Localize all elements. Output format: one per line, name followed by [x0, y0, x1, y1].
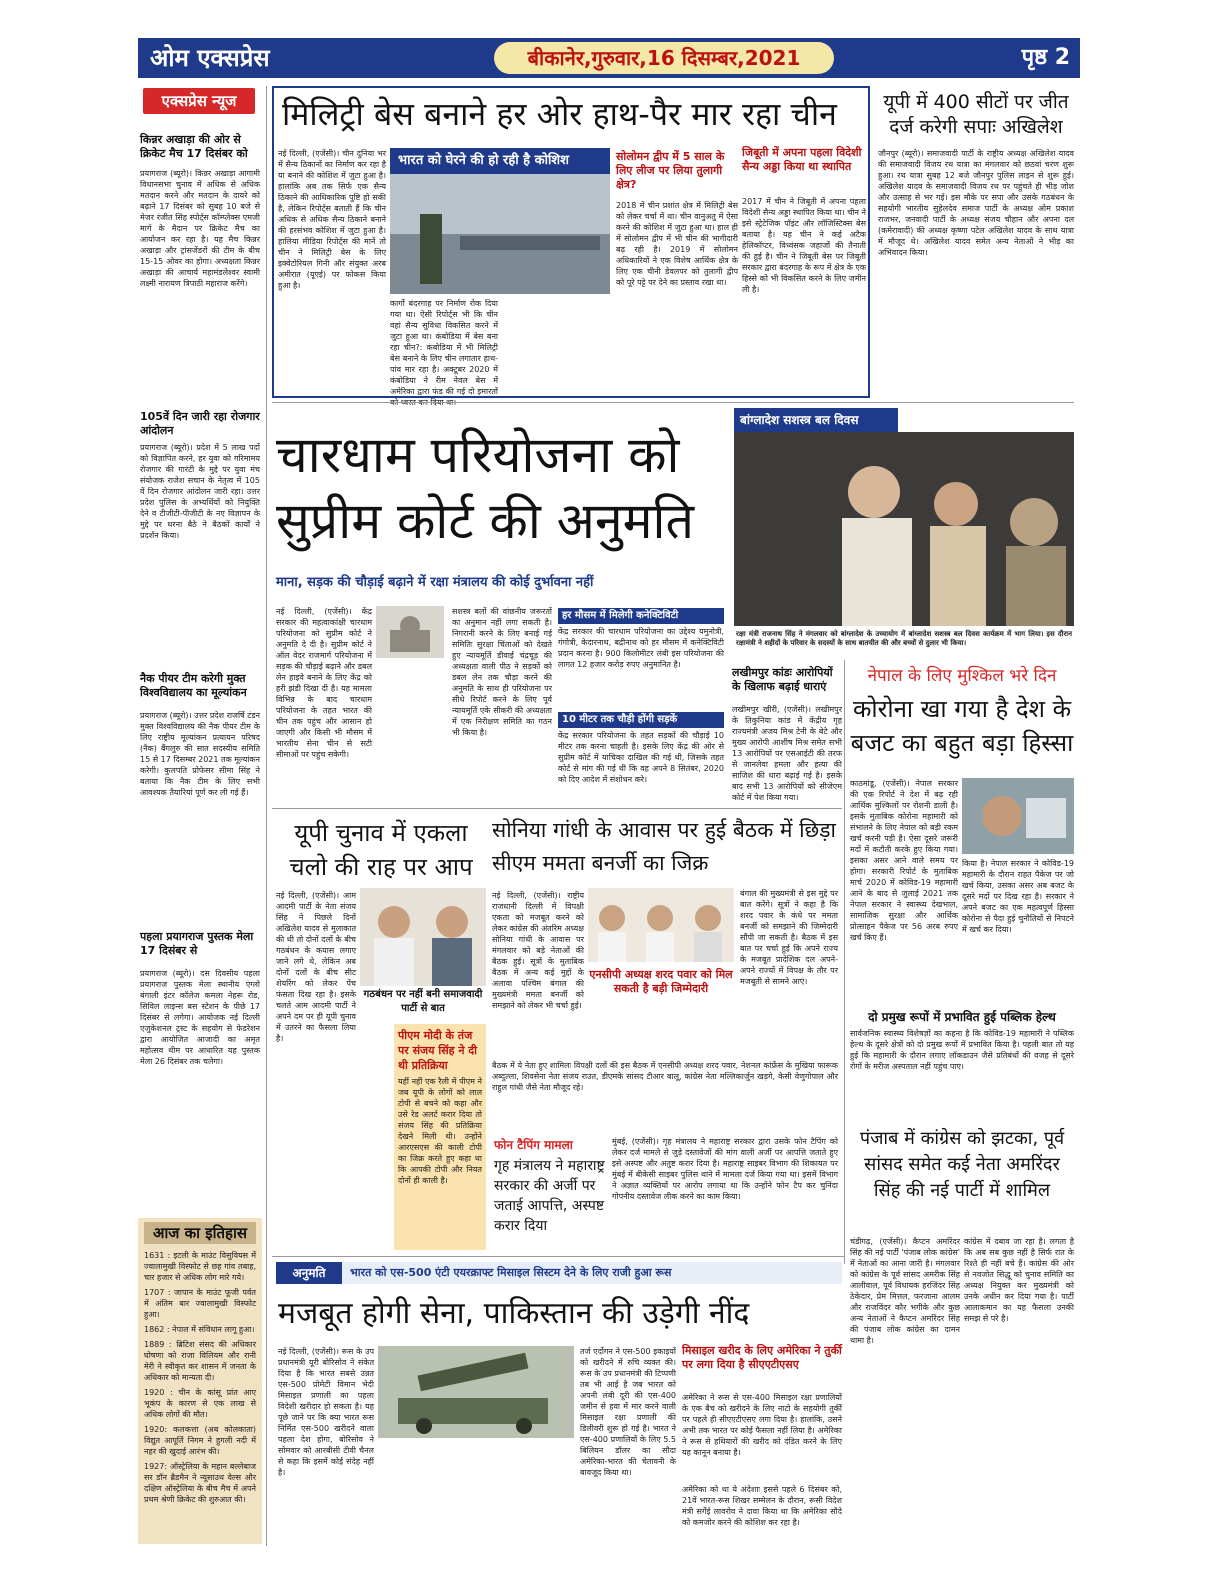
page-number: पृष्ठ 2 [1021, 45, 1070, 70]
story-rojgar-body: प्रयागराज (ब्यूरो)। प्रदेश में 5 लाख पदों को विज्ञापित करने, हर युवा को गरिमामय रोजगार की गारंटी के मुद्दे पर युवा मंच संयोजक राजेश सचान के नेतृत्व में 105 वें दिन रोजगार आंदोलन जारी रहा। उत्तर प्रदेश पुलिस के अभ्यर्थियों को नियुक्ति देने व टीजीटी-पीजीटी के नए विज्ञापन के मुद्दे पर धरना बैठे ने बैठकों कार्यों ने प्रदर्शन किया। [140, 443, 260, 540]
connectivity-headline: हर मौसम में मिलेगी कनेक्टिविटी [558, 608, 724, 624]
row-divider [272, 402, 1074, 403]
history-item: 1707 : जापान के माउंट फूजी पर्वत में अंतिम बार ज्वालामुखी विस्फोट हुआ। [144, 1288, 256, 1319]
photo-illustration [390, 174, 610, 294]
punjab-headline: पंजाब में कांग्रेस को झटका, पूर्व सांसद समेत कई नेता अमरिंदर सिंह की नई पार्टी में शामिल [859, 1128, 1065, 1201]
sonia-body-1: नई दिल्ली, (एजेंसी)। राष्ट्रीय राजधानी दिल्ली में विपक्षी एकता को मजबूत करने को लेकर कांग्रेस की अंतरिम अध्यक्ष सोनिया गांधी के आवास पर मंगलवार को बड़े नेताओं की बैठक हुई। सूत्रों के मुताबिक बैठक में अन्य कई मुद्दों के अलावा पश्चिम बंगाल की मुख्यमंत्री ममता बनर्जी को समझाने को लेकर भी चर्चा हुई। [492, 891, 584, 1010]
djibouti-headline: जिबूती में अपना पहला विदेशी सैन्य अड्डा किया था स्थापित [742, 146, 862, 173]
rajnath-illustration [734, 432, 1074, 626]
public-health-headline: दो प्रमुख रूपों में प्रभावित हुई पब्लिक हेल्थ [868, 1010, 1056, 1024]
supreme-court-illustration [376, 606, 444, 658]
nepal-covid-photo [962, 778, 1074, 854]
china-soldier-photo [390, 174, 610, 294]
opposition-leaders-photo [588, 888, 734, 962]
defence-label: अनुमति [276, 1262, 342, 1284]
up-photo-caption: गठबंधन पर नहीं बनी समाजवादी पार्टी से बात [363, 989, 483, 1014]
bangladesh-label: बांग्लादेश सशस्त्र बल दिवस [734, 408, 898, 432]
leaders-row-illustration [588, 888, 734, 962]
djibouti-body: 2017 में चीन ने जिबूती में अपना पहला विदेशी सैन्य अड्डा स्थापित किया था। चीन ने इसे स्ट्रेटेजिक पॉइंट और लॉजिस्टिक्स बेस बताया है। यह चीन ने कई अटैक हेलिकॉप्टर, विध्वंसक जहाजों की तैनाती की हुई है। चीन ने जिबूती बेस पर जिबूती सरकार द्वारा बंदरगाह के रूप में क्षेत्र के एक हिस्से को भी विकसित करने के लिए जमीन ली है। [742, 197, 866, 294]
china-body-2: कार्गो बंदरगाह पर निर्माण रोक दिया गया था। ऐसी रिपोर्ट्स भी कि चीन वहां सैन्य सुविधा विकसित करने में जुटा हुआ था। कंबोडिया में बेस बना रहा चीन?: कंबोडिया में भी मिलिट्री बेस बनाने के लिए चीन लगातार हाथ-पांव मार रहा है। अक्टूबर 2020 में कंबोडिया ने रीम नेवल बेस में अमेरिका द्वारा फंड की गई दो इमारतों [390, 299, 498, 396]
story-kinnar-headline: किन्नर अखाड़ा की ओर से क्रिकेट मैच 17 दिसंबर को [140, 133, 248, 160]
lakhimpur-headline: लखीमपुर कांडः आरोपियों के खिलाफ बढ़ाई धाराएं [732, 666, 833, 693]
connectivity-body: केंद्र सरकार की चारधाम परियोजना का उद्देश्य यमुनोत्री, गंगोत्री, केदारनाथ, बद्रीनाथ को हर मौसम में कनेक्टिविटी प्रदान करना है। 900 किलोमीटर लंबी इस परियोजना की लागत 12 हजार करोड़ रुपए अनुमानित है। [558, 627, 724, 669]
akhilesh-body: जौनपुर (ब्यूरो)। समाजवादी पार्टी के राष्ट्रीय अध्यक्ष अखिलेश यादव की समाजवादी विजय रथ यात्रा का मंगलवार को छठवां चरण शुरू हुआ। रथ यात्रा सुबह 12 बजे जौनपुर पुलिस लाइन से शुरू हुई। अखिलेश यादव के समाजवादी विजय रथ पर पहुंचते ही भीड़ जोश और उत्साह से भर गई। इस मौके पर सपा और उसके गठबंधन के सहयोगी भारतीय सुहेलदेव समाज पार्टी के अध्यक्ष ओम प्रकाश राजभर, जनवादी पार्टी के अध्यक्ष संजय चौहान और अपना दल (कमेरावादी) की अध्यक्ष कृष्णा पटेल अखिलेश यादव के साथ यात्रा में मौजूद थे। अखिलेश यादव समेत अन्य नेताओं ने भीड़ का अभिवादन किया। [878, 149, 1074, 257]
story-rojgar-headline: 105वें दिन जारी रहा रोजगार आंदोलन [140, 410, 260, 437]
story-kinnar-body: प्रयागराज (ब्यूरो)। किन्नर अखाड़ा आगामी विधानसभा चुनाव में अधिक से अधिक मतदान करने और मतदान के दायरे को बढ़ाने 17 दिसंबर को सुबह 10 बजे से मेजर रंजीत सिंह स्पोर्ट्स कॉम्प्लेक्स एमजी मार्ग के मैदान पर क्रिकेट मैच का आयोजन कर रहा है। यह मैच किन्नर अखाड़ा और ट्रांसजेंडरों की टीम के बीच 15-15 ओवर का होगा। अध्यक्षता किन्नर अखाड़ा की आचार्य महामंडलेश्वर स्वामी लक्ष्मी नारायण त्रिपाठी महाराज करेंगे। [140, 169, 260, 288]
sonia-body-2: बंगाल की मुख्यमंत्री से इस मुद्दे पर बात करेंगे। सूत्रों ने कहा है कि शरद पवार के कंधे पर ममता बनर्जी को समझाने की जिम्मेदारी सौंपी जा सकती है। बैठक में इस बात पर चर्चा हुई कि अपने राज्य के मजबूत प्रादेशिक दल अपने-अपने राज्यों में विपक्ष के तौर पर मजबूती से सामने आएं। [740, 889, 838, 986]
public-health-body: सार्वजनिक स्वास्थ्य विशेषज्ञों का कहना है कि कोविड-19 महामारी ने पब्लिक हेल्थ के दूसरे क्षेत्रों को दो प्रमुख रूपों में प्रभावित किया है। पहली बात तो यह हुई कि महामारी के दौरान लगाए लॉकडाउन जैसे प्रतिबंधों की वजह से दूसरे रोगों के मरीज अस्पताल नहीं पहुंच पाए। [850, 1029, 1074, 1071]
punjab-body-1: चंडीगढ़, (एजेंसी)। कैप्टन अमरिंदर सिंह की नई पार्टी 'पंजाब लोक कांग्रेस' में नेताओं का आना जारी है। मंगलवार को कांग्रेस के पूर्व सांसद अमरीक सिंह आलीवाल, पूर्व विधायक हरजिंदर सिंह ठेकेदार, प्रेम मित्तल, फरजाना आलम और राजविंदर कौर भगीके और कुछ अन्य नेताओं ने कैप्टन अमरिंदर सिंह की पंजाब लोक कांग्रेस का दामन थामा है। [850, 1237, 960, 1345]
history-list [144, 1250, 256, 1540]
story-naac-headline: नैक पीयर टीम करेगी मुक्त विश्वविद्यालय का मूल्यांकन [140, 672, 247, 699]
china-headline: मिलिट्री बेस बनाने हर ओर हाथ-पैर मार रहा चीन [282, 95, 837, 133]
caatsa-box-body: अमेरिका ने रूस से एस-400 मिसाइल रक्षा प्रणालियों के एक बैच को खरीदने के लिए नाटो के सहयोगी तुर्की पर पहले ही सीएएटीएसए लगा दिया है। हालांकि, उसने अभी तक भारत पर कोई फैसला नहीं लिया है। अमेरिका ने रूस से हथियारों की खरीद को दंडित करने के लिए यह कानून बनाया है। [682, 1393, 842, 1457]
road-width-headline: 10 मीटर तक चौड़ी होंगी सड़कें [558, 712, 724, 728]
row-divider [272, 1256, 844, 1257]
modi-remark-body: यहीं नहीं एक रैली में पीएम ने जब यूपी के लोगों को लाल टोपी से बचने को कहा और उसे रेड अलर्ट करार दिया तो संजय सिंह की प्रतिक्रिया देखने मिली थी। उन्होंने आरएसएस की काली टोपी का जिक्र करते हुए कहा था कि आपकी टोपी और नियत दोनों ही काली है। [398, 1077, 482, 1185]
up-election-body-b [360, 1024, 390, 1248]
china-body-2b [502, 298, 610, 394]
story-naac-body: प्रयागराज (ब्यूरो)। उत्तर प्रदेश राजर्षि टंडन मुक्त विश्वविद्यालय की नैक पीयर टीम के लिए राष्ट्रीय मूल्यांकन प्रत्यायन परिषद (नैक) बैंगलुरु की सात सदस्यीय समिति 15 से 17 दिसम्बर 2021 तक मूल्यांकन करेगी। कुलपति प्रोफेसर सीमा सिंह ने बताया कि नैक टीम के लिए सभी आवश्यक तैयारियां पूर्ण कर ली गई हैं। [140, 711, 260, 797]
missile-system-photo [378, 1346, 574, 1438]
column-divider [844, 660, 845, 1264]
solomon-headline: सोलोमन द्वीप में 5 साल के लिए लीज पर लिया तुलागी क्षेत्र? [616, 150, 725, 191]
akhilesh-headline: यूपी में 400 सीटों पर जीत दर्ज करेगी सपाः अखिलेश [883, 91, 1069, 138]
china-kicker: भारत को घेरने की हो रही है कोशिश [390, 148, 610, 174]
chardham-headline: चारधाम परियोजना को सुप्रीम कोर्ट की अनुमति [276, 426, 694, 550]
phone-tapping-headline: गृह मंत्रालय ने महाराष्ट्र सरकार की अर्जी पर जताई आपत्ति, अस्पष्ट करार दिया [494, 1158, 605, 1234]
chardham-body-1b [376, 660, 444, 802]
caatsa-box-title: मिसाइल खरीद के लिए अमेरिका ने तुर्की पर लगा दिया है सीएएटीएसए [682, 1344, 842, 1371]
nepal-body-2: किया है। नेपाल सरकार ने कोविड-19 महामारी के दौरान राहत पैकेज पर जो खर्च किया, उसका असर अब बजट के दूसरे मदों पर दिख रहा है। सरकार ने अपने बजट का एक महत्वपूर्ण हिस्सा कोरोना से पैदा हुई चुनौतियों से निपटने में खर्च कर दिया। [962, 859, 1074, 934]
covid-test-illustration [962, 778, 1074, 854]
china-body-1: नई दिल्ली, (एजेंसी)। चीन दुनिया भर में सैन्य ठिकानों का निर्माण कर रहा है या बनाने की कोशिश में जुटा हुआ है। हालांकि अब तक सिर्फ एक सैन्य ठिकाने की आधिकारिक पुष्टि हो सकी है, लेकिन रिपोर्ट्स बताती हैं कि चीन अधिक से अधिक सैन्य ठिकाने बनाने की हरसंभव कोशिश में जुटा हुआ है। हालिया मीडिया रिपोर्ट्स की मानें तो चीन ने मिलिट्री बेस के लिए इक्वेटोरियल गिनी और संयुक्त अरब अमीरात (यूएई) पर फोकस किया हुआ है। [278, 149, 386, 290]
chardham-body-1: नई दिल्ली, (एजेंसी)। केंद्र सरकार की महत्वाकांक्षी चारधाम परियोजना को सुप्रीम कोर्ट ने अनुमति दे दी है। सुप्रीम कोर्ट ने ऑल वेदर राजमार्ग परियोजना में सड़क की चौड़ाई बढ़ाने और डबल लेन हाइवे बनाने के लिए केंद्र को हरी झंडी दिखा दी है। यह मामला विभिन्न के बाद चारधाम परियोजना के तहत भारत की चीन तक पहुंच और आसान हो जाएगी और किसी भी मौसम में भारतीय सेना चीन से सटी सीमाओं पर पहुंच सकेगी। [276, 607, 372, 759]
history-item: 1927: ऑस्ट्रेलिया के महान बल्लेबाज सर डॉन ब्रैडमैन ने न्यूसाउथ वेल्स और दक्षिण ऑस्ट्रेलिया के बीच मैच में अपने प्रथम श्रेणी क्रिकेट की शुरुआत की। [144, 1462, 256, 1504]
row-divider [272, 808, 842, 809]
defence-headline: मजबूत होगी सेना, पाकिस्तान की उड़ेगी नींद [278, 1296, 750, 1331]
column-divider [266, 86, 267, 1546]
modi-remark-box [394, 1024, 486, 1250]
story-bookfair-body: प्रयागराज (ब्यूरो)। दस दिवसीय पहला प्रयागराज पुस्तक मेला स्थानीय एंग्लो बंगाली इंटर कॉलेज कमला नेहरू रोड, सिविल लाइन्स बस स्टेशन के पीछे 17 दिसंबर से लगेगा। आयोजक नई दिल्ली एजुकेशनल ट्रस्ट के सहयोग से फेडरेशन द्वारा आयोजित आजादी का अमृत महोत्सव थीम पर आधारित यह पुस्तक मेला 26 दिसंबर तक चलेगा। [140, 969, 260, 1066]
defence-body-1: नई दिल्ली, (एजेंसी)। रूस के उप प्रधानमंत्री यूरी बोरिसोव ने संकेत दिया है कि भारत सबसे उन्नत एस-500 प्रोमेटी विमान भेदी मिसाइल प्रणाली का पहला विदेशी खरीदार हो सकता है। यह पूछे जाने पर कि क्या भारत रूस निर्मित एस-500 खरीदने वाला पहला देश होगा, बोरिसोव ने सोमवार को आरबीसी टीवी चैनल से कहा कि इसमें कोई संदेह नहीं है। [278, 1347, 374, 1477]
rajnath-photo [734, 432, 1074, 626]
defence-body-1b [378, 1442, 574, 1542]
nepal-headline: कोरोना खा गया है देश के बजट का बहुत बड़ा हिस्सा [850, 695, 1074, 757]
story-bookfair-headline: पहला प्रयागराज पुस्तक मेला 17 दिसंबर से [140, 930, 254, 957]
lakhimpur-body: लखीमपुर खीरी, (एजेंसी)। लखीमपुर के तिकुनिया कांड में केंद्रीय गृह राज्यमंत्री अजय मिश्र टेनी के बेटे और मुख्य आरोपी आशीष मिश्र समेत सभी 13 आरोपियों पर एसआईटी की तरफ से जानलेवा हमला और हत्या की साजिश की धारा बढ़ाई गई है। इसके बाद सभी 13 आरोपियों को सीजेएम कोर्ट में पेश किया गया। [732, 705, 842, 802]
phone-tapping-body: मुंबई, (एजेंसी)। गृह मंत्रालय ने महाराष्ट्र सरकार द्वारा उसके फोन टैपिंग को लेकर दर्ज मामले से जुड़े दस्तावेजों की मांग वाली अर्जी पर आपत्ति जताते हुए इसे अस्पष्ट और अतुष्ट करार दिया है। महाराष्ट्र साइबर विभाग की शिकायत पर मुंबई में बीकेसी साइबर पुलिस थाने में मामला दर्ज किया गया था। इसमें विभाग ने अज्ञात व्यक्तियों पर आरोप लगाया था कि उन्होंने फोन टैप कर चुनिंदा गोपनीय दस्तावेज लीक करने का काम किया। [612, 1137, 838, 1201]
history-item: 1889 : ब्रिटिश संसद की अधिकार घोषणा को राजा विलियम और रानी मेरी ने स्वीकृत कर शासन में जनता के अधिकार को मान्यता दी। [144, 1340, 256, 1382]
akhilesh-sanjay-photo [360, 888, 486, 986]
pawar-box-title: एनसीपी अध्यक्ष शरद पवार को मिल सकती है बड़ी जिम्मेदारी [589, 968, 733, 995]
history-item: 1920 : चीन के कांसू प्रांत आए भूकंप के कारण से एक लाख से अधिक लोगों की मौत। [144, 1388, 256, 1419]
sonia-body-3: बैठक में ये नेता हुए शामिलः विपक्षी दलों की इस बैठक में एनसीपी अध्यक्ष शरद पवार, नेशनल कांफ्रेंस के मुखिया फारूक अब्दुल्ला, शिवसेना नेता संजय राउत, डीएमके सांसद टीआर बालू, कांग्रेस नेता मल्लिकार्जुन खड़गे, केसी वेणुगोपाल और राहुल गांधी जैसे नेता मौजूद रहे। [492, 1061, 838, 1092]
phone-tapping-kicker: फोन टैपिंग मामला [494, 1138, 573, 1152]
sonia-headline: सोनिया गांधी के आवास पर हुई बैठक में छिड़ा सीएम ममता बनर्जी का जिक्र [492, 818, 836, 875]
defence-body-2: तर्ज एर्दोगन ने एस-500 इकाइयों को खरीदने में रुचि व्यक्त की। रूस के उप प्रधानमंत्री की टिप्पणी तब भी आई है जब भारत को अपनी लंबी दूरी की एस-400 जमीन से हवा में मार करने वाली मिसाइल रक्षा प्रणाली की डिलीवरी शुरू हो गई है। भारत ने एस-400 प्रणालियों के लिए 5.5 बिलियन डॉलर का सौदा अमेरिका-भारत की चेतावनी के बावजूद किया था। [580, 1347, 676, 1477]
solomon-body: 2018 में चीन प्रशांत क्षेत्र में मिलिट्री बेस को लेकर चर्चा में था। चीन वानुअतु में ऐसा करने की कोशिश में जुटा हुआ था। हाल ही में सोलोमन द्वीप में भी चीन की भागीदारी बढ़ रही है। 2019 में सोलोमन अधिकारियों ने एक विशेष आर्थिक क्षेत्र के लिए एक चीनी डेवलपर को तुलागी द्वीप को पूरे पट्टे पर देने का प्रस्ताव रखा था। [616, 201, 738, 287]
up-election-headline: यूपी चुनाव में एकला चलो की राह पर आप [289, 819, 473, 881]
history-box [138, 1218, 262, 1544]
punjab-body-2: कांग्रेस में दबाव जा रहा है। लगता है कि अब सब कुछ नहीं है सिर्फ रात के रिश्ते ही नहीं बचे हैं। कांग्रेस की ओर से नवजोत सिद्धू को चुनाव समिति का अध्यक्ष नियुक्त कर मुख्यमंत्री को उनके अधीन कर दिया गया है। पार्टी आलाकमान का यह फैसला उनकी समझ से परे है। [964, 1237, 1074, 1323]
history-item: 1862 : नेपाल में संविधान लागू हुआ। [144, 1325, 255, 1334]
nepal-body-1: काठमांडू, (एजेंसी)। नेपाल सरकार की एक रिपोर्ट ने देश में बढ़ रही आर्थिक मुश्किलों पर रोशनी डाली है। इसके मुताबिक कोरोना महामारी को संभालने के लिए नेपाल को बड़ी रकम खर्च करनी पड़ी है। ऐसा दूसरे जरूरी मदों में कटौती करके हुए किया गया। इसका असर आने वाले समय पर होगा। सरकारी रिपोर्ट के मुताबिक मार्च 2020 में कोविड-19 महामारी आने के बाद से जुलाई 2021 तक नेपाल सरकार ने स्वास्थ्य देखभाल, सामाजिक सुरक्षा और आर्थिक प्रोत्साहन पैकेज पर 56 अरब रुपए खर्च किए हैं। [850, 779, 958, 942]
supreme-court-photo [376, 606, 444, 658]
chardham-subhead: माना, सड़क की चौड़ाई बढ़ाने में रक्षा मंत्रालय की कोई दुर्भावना नहीं [276, 575, 594, 590]
history-item: 1631 : इटली के माउंट विसुवियस में ज्वालामुखी विस्फोट से छह गांव तबाह, चार हजार से अधिक लोग मारे गये। [144, 1251, 256, 1282]
section-badge: एक्सप्रेस न्यूज [143, 88, 255, 114]
issue-date: बीकानेर,गुरुवार,16 दिसम्बर,2021 [494, 42, 834, 74]
newspaper-name: ओम एक्सप्रेस [150, 44, 270, 72]
history-title: आज का इतिहास [144, 1222, 256, 1244]
history-item: 1920: कलकत्ता (अब कोलकाता) विद्युत आपूर्ति निगम ने हुगली नदी में नहर की खुदाई आरंभ की। [144, 1425, 256, 1456]
modi-remark-title: पीएम मोदी के तंज पर संजय सिंह ने दी थी प्रतिक्रिया [398, 1029, 477, 1072]
chardham-body-2: सशस्त्र बलों की वांछनीय जरूरतों का अनुमान नहीं लगा सकती है। निगरानी करने के लिए बनाई गई समितिः सुरक्षा चिंताओं को देखते हुए न्यायमूर्ति डीवाई चंद्रचूड़ की अध्यक्षता वाली पीठ ने सड़कों को डबल लेन तक चौड़ा करने की अनुमति के साथ ही परियोजना पर सीधे रिपोर्ट करने के लिए पूर्व न्यायमूर्ति एके सीकरी की अध्यक्षता में एक निरीक्षण समिति का गठन भी किया है। [452, 607, 552, 737]
road-width-body: केंद्र सरकार परियोजना के तहत सड़कों की चौड़ाई 10 मीटर तक करना चाहती है। इसके लिए केंद्र की ओर से सुप्रीम कोर्ट में याचिका दाखिल की गई थी, जिसके तहत कोर्ट से मांग की गई थी कि वह अपने 8 सितंबर, 2020 को दिए आदेश में संशोधन करे। [558, 731, 724, 784]
leaders-illustration [360, 888, 486, 986]
bangladesh-caption: रक्षा मंत्री राजनाथ सिंह ने मंगलवार को बांग्लादेश के उच्चायोग में बांग्लादेश सशस्त्र बल दिवस कार्यक्रम में भाग लिया। इस दौरान रक्षामंत्री ने शहीदों के परिवार के सदस्यों के साथ बातचीत की और बच्चों से दुलार भी किया। [736, 630, 1072, 647]
caatsa-box-sub: अमेरिका को था ये अंदेशाः इससे पहले 6 दिसंबर को, 21वें भारत-रूस शिखर सम्मेलन के दौरान, रूसी विदेश मंत्री सर्गेई लावरोव ने दावा किया था कि अमेरिका सौदे को कमजोर करने की कोशिश कर रहा है। [682, 1485, 842, 1527]
up-election-body: नई दिल्ली, (एजेंसी)। आम आदमी पार्टी के नेता संजय सिंह ने पिछले दिनों अखिलेश यादव से मुलाकात की थी तो दोनों दलों के बीच गठबंधन के कयास लगाए जाने लगे थे, लेकिन अब दोनों दलों के बीच सीट शेयरिंग को लेकर पेंच फंसता दिख रहा है। इसके चलते आम आदमी पार्टी ने अपने दम पर ही यूपी चुनाव में उतरने का फैसला लिया है। [276, 891, 356, 1043]
nepal-kicker: नेपाल के लिए मुश्किल भरे दिन [867, 666, 1057, 686]
defence-kicker: भारत को एस-500 एंटी एयरक्राफ्ट मिसाइल सिस्टम देने के लिए राजी हुआ रूस [350, 1266, 672, 1279]
missile-illustration [378, 1346, 574, 1438]
